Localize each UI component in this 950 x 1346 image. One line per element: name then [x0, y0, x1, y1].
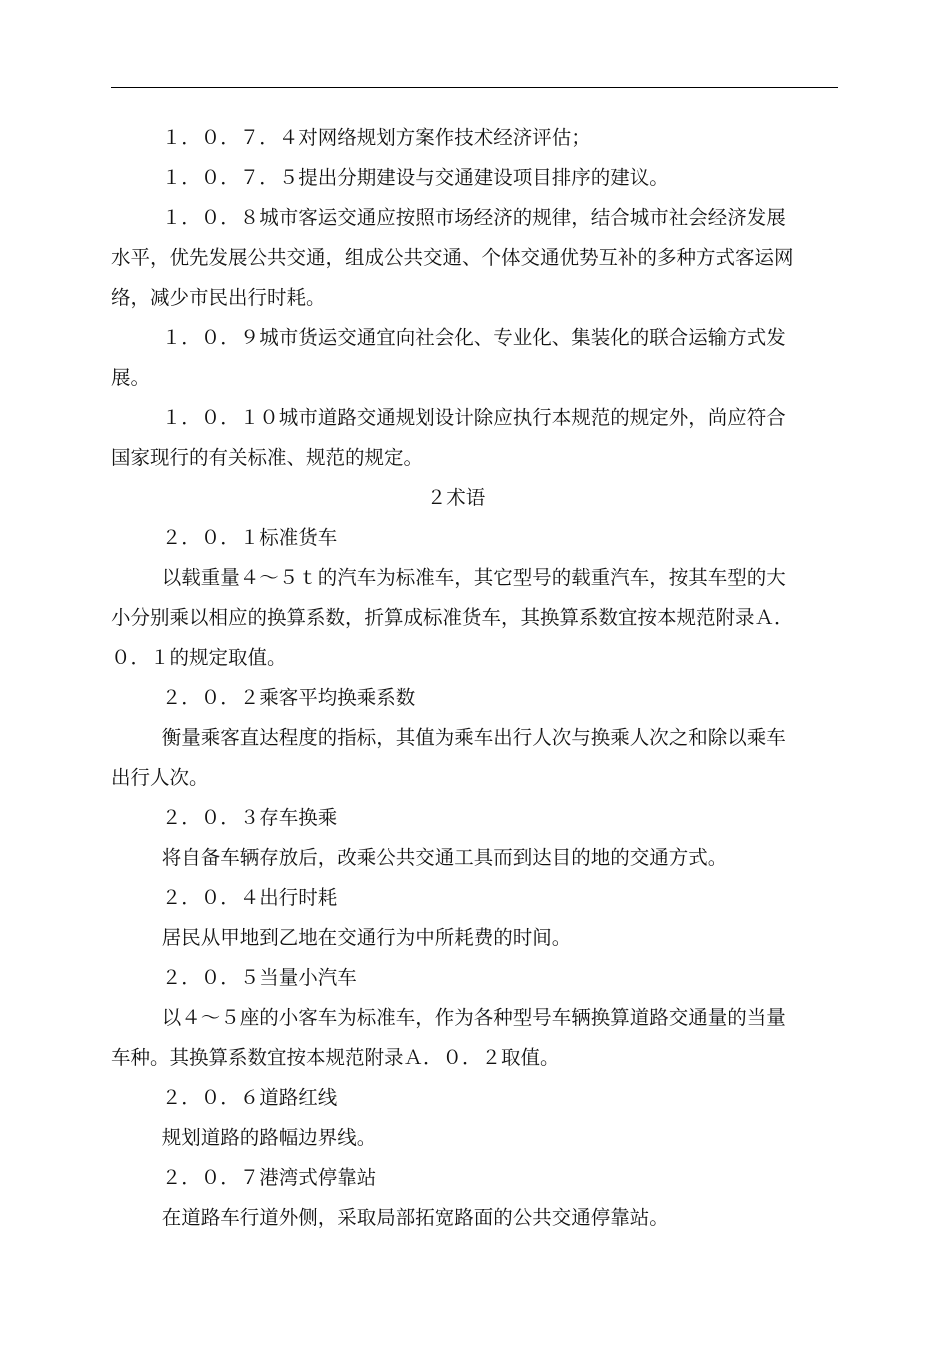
header-rule: [111, 87, 838, 88]
term-2-0-6-definition: 规划道路的路幅边界线。: [161, 1126, 377, 1149]
term-2-0-7-title: ２．０．７港湾式停靠站: [161, 1166, 377, 1189]
clause-1-0-9: １．０．９城市货运交通宜向社会化、专业化、集装化的联合运输方式发展。: [111, 326, 786, 389]
term-2-0-5-title: ２．０．５当量小汽车: [161, 966, 357, 989]
clause-1-0-8: １．０．８城市客运交通应按照市场经济的规律，结合城市社会经济发展水平，优先发展公共交通，组成公共交通、个体交通优势互补的多种方式客运网络，减少市民出行时耗。: [111, 206, 794, 309]
clause-1-0-10: １．０．１０城市道路交通规划设计除应执行本规范的规定外，尚应符合国家现行的有关标准、规范的规定。: [111, 406, 786, 469]
document-body: [111, 118, 801, 1238]
term-2-0-4-title: ２．０．４出行时耗: [161, 886, 338, 909]
section-heading-terms: ２术语: [426, 486, 486, 509]
term-2-0-5-definition: 以４～５座的小客车为标准车，作为各种型号车辆换算道路交通量的当量车种。其换算系数宜按本规范附录Ａ．０．２取值。: [111, 1006, 786, 1069]
term-2-0-7-definition: 在道路车行道外侧，采取局部拓宽路面的公共交通停靠站。: [161, 1206, 669, 1229]
term-2-0-3-definition: 将自备车辆存放后，改乘公共交通工具而到达目的地的交通方式。: [161, 846, 728, 869]
clause-1-0-7-4: １．０．７．４对网络规划方案作技术经济评估；: [161, 126, 591, 149]
term-2-0-1-title: ２．０．１标准货车: [161, 526, 338, 549]
term-2-0-1-definition: 以载重量４～５ｔ的汽车为标准车，其它型号的载重汽车，按其车型的大小分别乘以相应的换算系数，折算成标准货车，其换算系数宜按本规范附录Ａ．０．１的规定取值。: [111, 566, 794, 669]
term-2-0-2-title: ２．０．２乘客平均换乘系数: [161, 686, 416, 709]
clause-1-0-7-5: １．０．７．５提出分期建设与交通建设项目排序的建议。: [161, 166, 669, 189]
term-2-0-4-definition: 居民从甲地到乙地在交通行为中所耗费的时间。: [161, 926, 572, 949]
term-2-0-3-title: ２．０．３存车换乘: [161, 806, 338, 829]
term-2-0-2-definition: 衡量乘客直达程度的指标，其值为乘车出行人次与换乘人次之和除以乘车出行人次。: [111, 726, 786, 789]
term-2-0-6-title: ２．０．６道路红线: [161, 1086, 338, 1109]
